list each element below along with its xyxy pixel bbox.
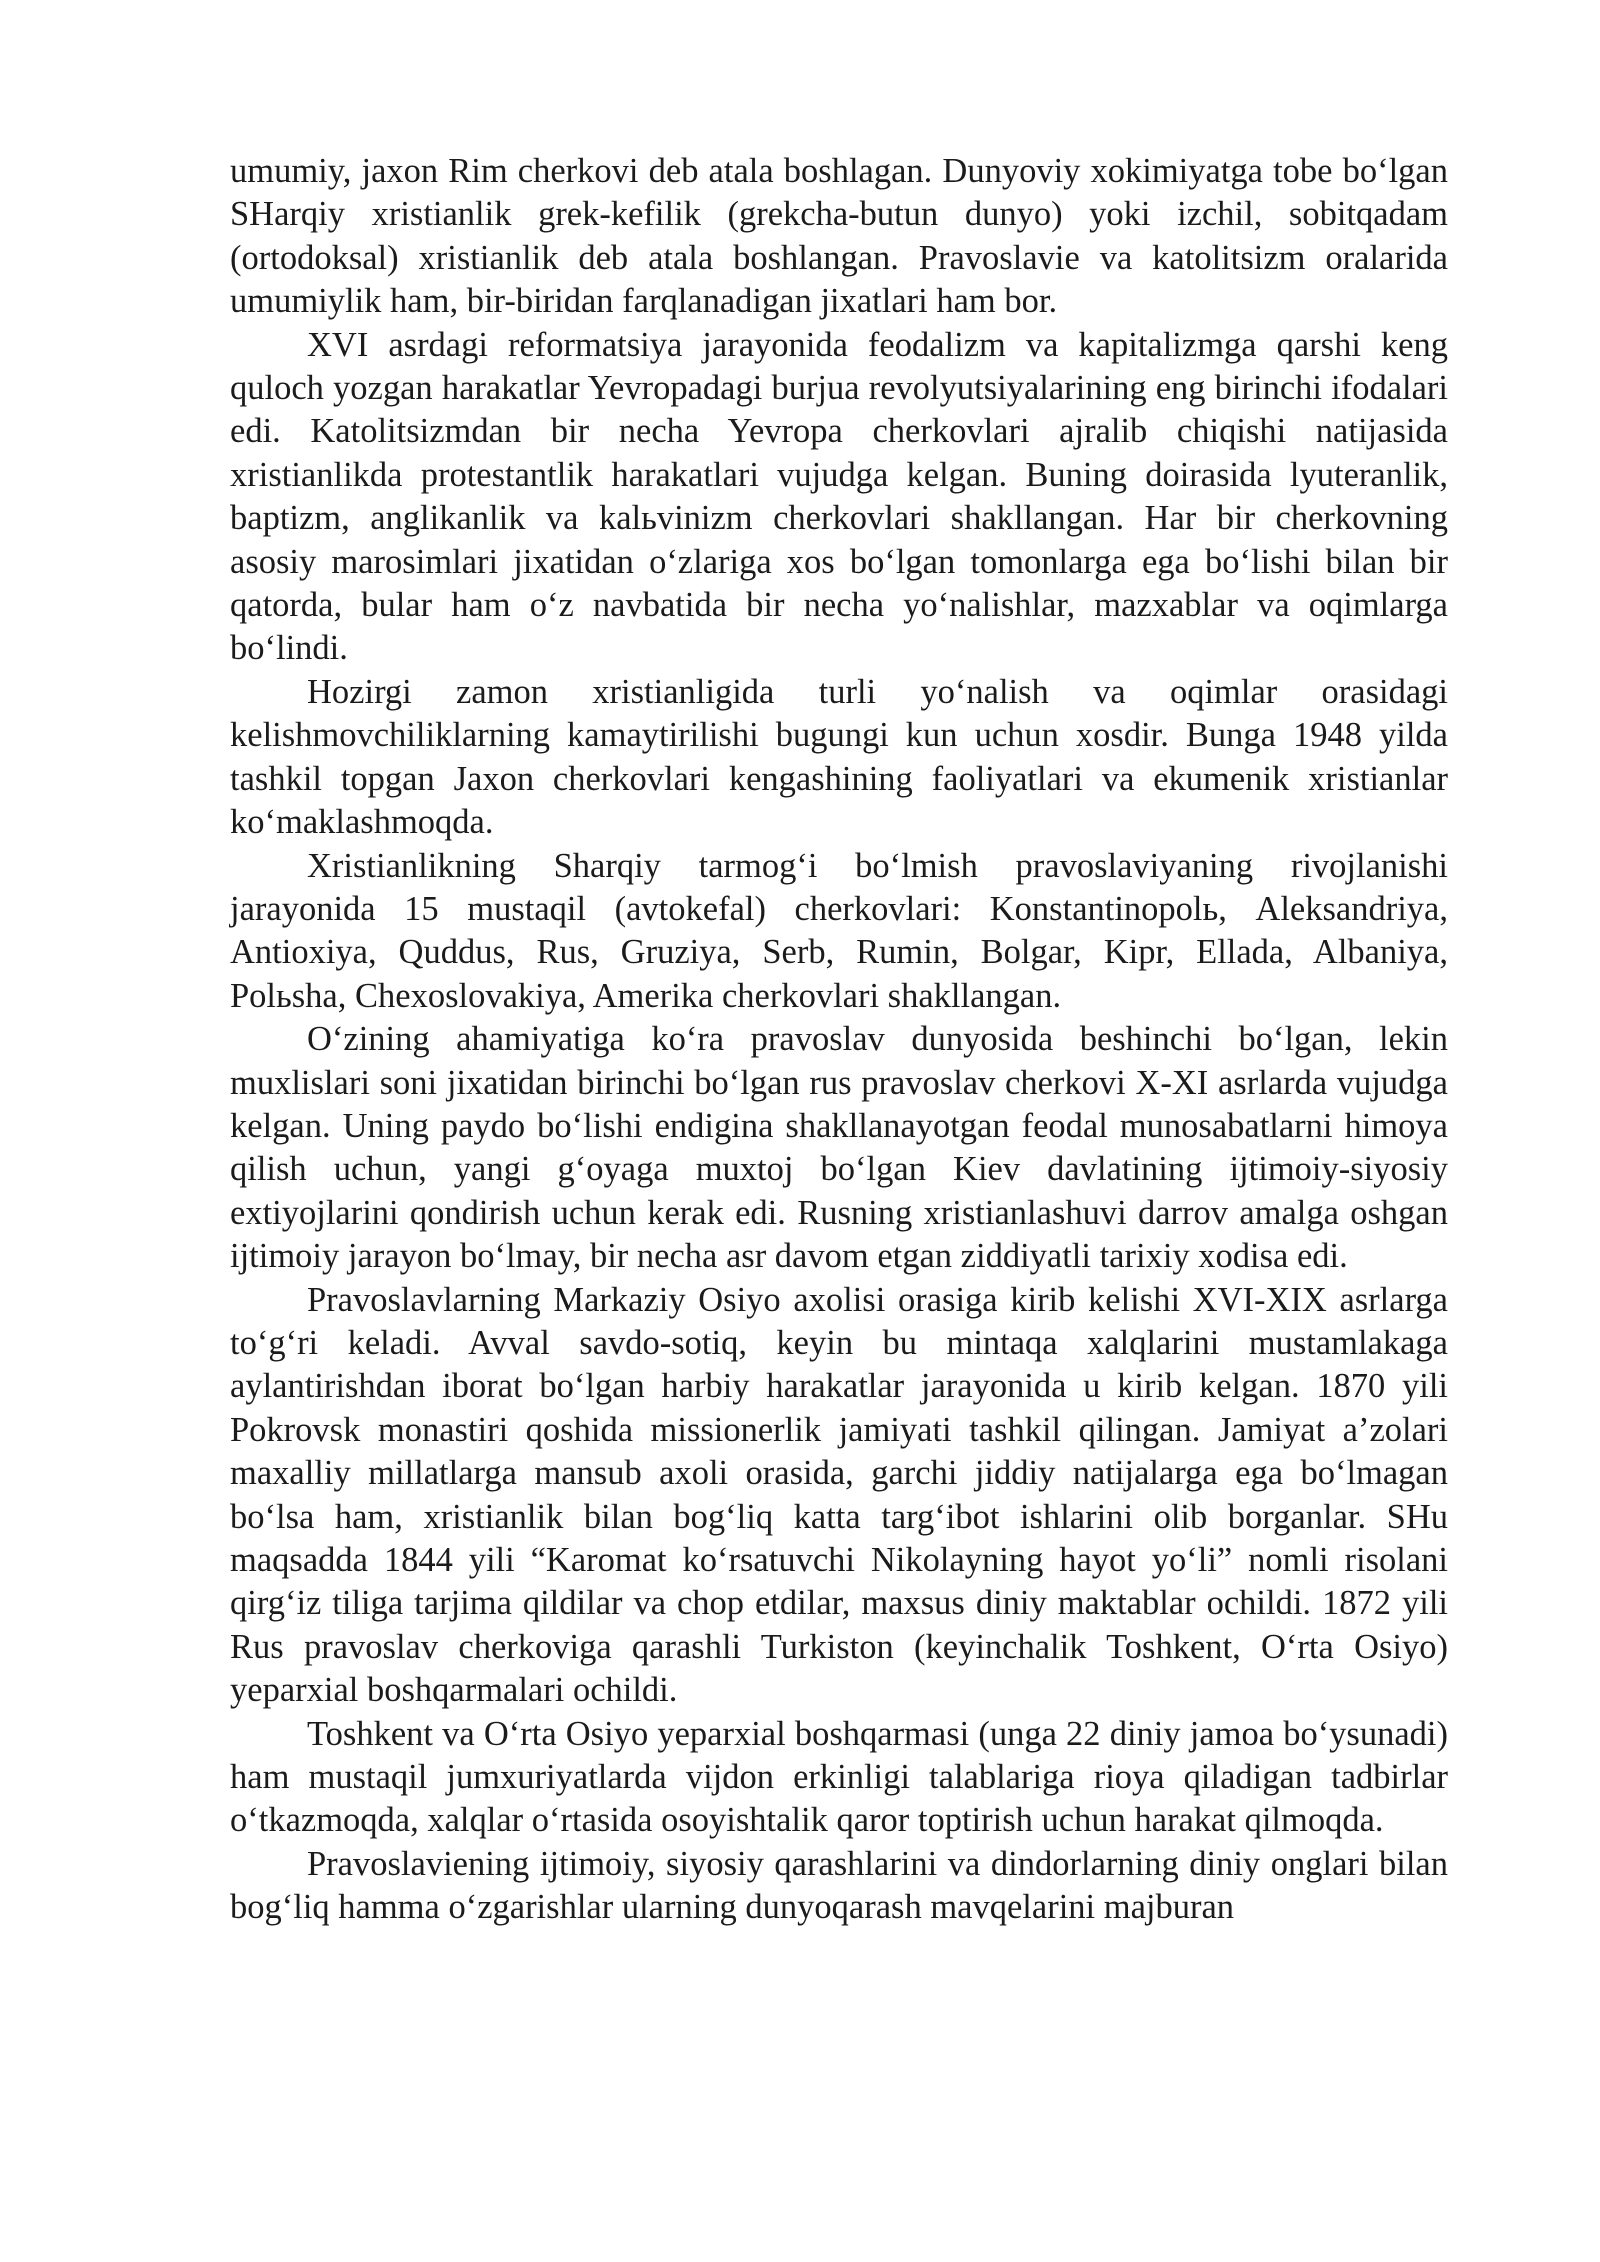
paragraph-8: Pravoslaviening ijtimoiy, siyosiy qarashlarini va dindorlarning diniy onglari bilan bogʻliq hamma oʻzgarishlar ularning dunyoqarash mavqelarini majburan — [230, 1844, 1448, 1927]
paragraph-3: Hozirgi zamon xristianligida turli yoʻnalish va oqimlar orasidagi kelishmovchiliklarning kamaytirilishi bugungi kun uchun xosdir. Bunga 1948 yilda tashkil topgan Jaxon cherkovlari kengashining faoliyatlari va ekumenik xristianlar koʻmaklashmoqda. — [230, 672, 1448, 842]
paragraph-4: Xristianlikning Sharqiy tarmogʻi boʻlmish pravoslaviyaning rivojlanishi jarayonida 15 mustaqil (avtokefal) cherkovlari: Konstantinopolь, Aleksandriya, Antioxiya, Quddus, Rus, Gruziya, Serb, Rumin, Bolgar, Kipr, Ellada, Albaniya, Polьsha, Chexoslovakiya, Amerika cherkovlari shakllangan. — [230, 846, 1448, 1015]
document-page — [230, 150, 1448, 1930]
paragraph-2: XVI asrdagi reformatsiya jarayonida feodalizm va kapitalizmga qarshi keng quloch yozgan harakatlar Yevropadagi burjua revolyutsiyalarining eng birinchi ifodalari edi. Katolitsizmdan bir necha Yevropa cherkovlari ajralib chiqishi natijasida xristianlikda protestantlik harakatlari vujudga kelgan. Buning doirasida lyuteranlik, baptizm, anglikanlik va kalьvinizm cherkovlari shakllangan. Har bir cherkovning asosiy marosimlari jixatidan oʻzlariga xos boʻlgan tomonlarga ega boʻlishi bilan bir qatorda, bular ham oʻz navbatida bir necha yoʻnalishlar, mazxablar va oqimlarga boʻlindi. — [230, 325, 1448, 668]
paragraph-7: Toshkent va Oʻrta Osiyo yeparxial boshqarmasi (unga 22 diniy jamoa boʻysunadi) ham mustaqil jumxuriyatlarda vijdon erkinligi talablariga rioya qiladigan tadbirlar oʻtkazmoqda, xalqlar oʻrtasida osoyishtalik qaror toptirish uchun harakat qilmoqda. — [230, 1714, 1448, 1840]
paragraph-1: umumiy, jaxon Rim cherkovi deb atala boshlagan. Dunyoviy xokimiyatga tobe boʻlgan SHarqiy xristianlik grek-kefilik (grekcha-butun dunyo) yoki izchil, sobitqadam (ortodoksal) xristianlik deb atala boshlangan. Pravoslavie va katolitsizm oralarida umumiylik ham, bir-biridan farqlanadigan jixatlari ham bor. — [230, 152, 1448, 321]
paragraph-5: Oʻzining ahamiyatiga koʻra pravoslav dunyosida beshinchi boʻlgan, lekin muxlislari soni jixatidan birinchi boʻlgan rus pravoslav cherkovi X-XI asrlarda vujudga kelgan. Uning paydo boʻlishi endigina shakllanayotgan feodal munosabatlarni himoya qilish uchun, yangi gʻoyaga muxtoj boʻlgan Kiev davlatining ijtimoiy-siyosiy extiyojlarini qondirish uchun kerak edi. Rusning xristianlashuvi darrov amalga oshgan ijtimoiy jarayon boʻlmay, bir necha asr davom etgan ziddiyatli tarixiy xodisa edi. — [230, 1020, 1448, 1276]
paragraph-6: Pravoslavlarning Markaziy Osiyo axolisi orasiga kirib kelishi XVI-XIX asrlarga toʻgʻri keladi. Avval savdo-sotiq, keyin bu mintaqa xalqlarini mustamlakaga aylantirishdan iborat boʻlgan harbiy harakatlar jarayonida u kirib kelgan. 1870 yili Pokrovsk monastiri qoshida missionerlik jamiyati tashkil qilingan. Jamiyat a’zolari maxalliy millatlarga mansub axoli orasida, garchi jiddiy natijalarga ega boʻlmagan boʻlsa ham, xristianlik bilan bogʻliq katta targʻibot ishlarini olib borganlar. SHu maqsadda 1844 yili “Karomat koʻrsatuvchi Nikolayning hayot yoʻli” nomli risolani qirgʻiz tiliga tarjima qildilar va chop etdilar, maxsus diniy maktablar ochildi. 1872 yili Rus pravoslav cherkoviga qarashli Turkiston (keyinchalik Toshkent, Oʻrta Osiyo) yeparxial boshqarmalari ochildi. — [230, 1280, 1448, 1710]
